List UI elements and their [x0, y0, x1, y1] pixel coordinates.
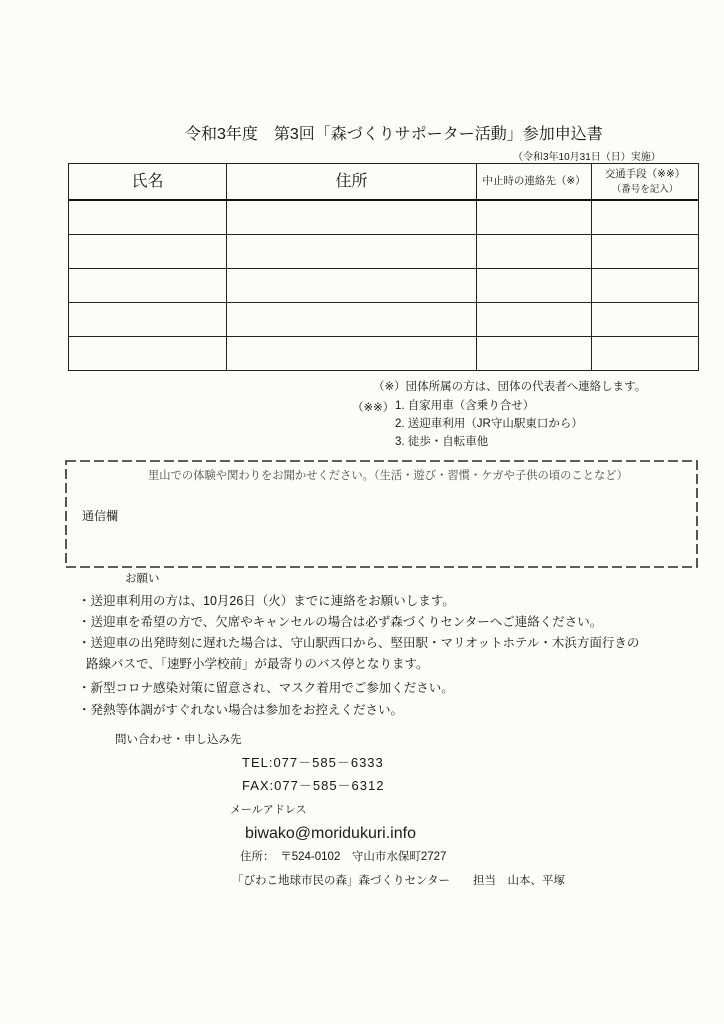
request-item: ・送迎車利用の方は、10月26日（火）までに連絡をお願いします。	[78, 594, 455, 608]
request-item: ・送迎車を希望の方で、欠席やキャンセルの場合は必ず森づくりセンターへご連絡ください。	[78, 615, 603, 629]
table-cell-address	[227, 235, 477, 269]
table-cell-transport	[592, 337, 699, 371]
table-body	[69, 200, 699, 371]
table-cell-transport	[592, 269, 699, 303]
comment-prompt: 里山での体験や関わりをお聞かせください。（生活・遊び・習慣・ケガや子供の頃のことなど）	[148, 470, 628, 482]
table-header-row	[69, 164, 699, 201]
header-transport-label: 交通手段（※※）	[604, 167, 686, 180]
table-cell-cancel-contact	[477, 269, 592, 303]
header-transport-hint: （番号を記入）	[611, 184, 679, 195]
document-title: 令和3年度 第3回「森づくりサポーター活動」参加申込書	[185, 126, 603, 143]
table-row	[69, 235, 699, 269]
table-cell-address	[227, 200, 477, 235]
table-cell-transport	[592, 235, 699, 269]
table-cell-name	[69, 269, 227, 303]
requests-heading: お願い	[125, 573, 160, 585]
contact-tel: TEL:077－585－6333	[242, 755, 384, 770]
contact-heading: 問い合わせ・申し込み先	[115, 734, 242, 746]
table-cell-name	[69, 337, 227, 371]
request-item: ・新型コロナ感染対策に留意され、マスク着用でご参加ください。	[78, 681, 454, 695]
table-row	[69, 269, 699, 303]
header-name: 氏名	[69, 164, 227, 201]
contact-email: biwako@moridukuri.info	[245, 825, 416, 842]
table-cell-address	[227, 337, 477, 371]
table-row	[69, 200, 699, 235]
table-cell-cancel-contact	[477, 303, 592, 337]
application-table	[68, 163, 699, 371]
transport-option: 2. 送迎車利用（JR守山駅東口から）	[395, 418, 583, 430]
table-row	[69, 303, 699, 337]
header-cancel-contact: 中止時の連絡先（※）	[477, 164, 592, 201]
table-cell-address	[227, 303, 477, 337]
request-item: ・発熱等体調がすぐれない場合は参加をお控えください。	[78, 703, 404, 717]
transport-options-mark: （※※）	[352, 402, 395, 414]
table-cell-cancel-contact	[477, 200, 592, 235]
table-cell-cancel-contact	[477, 337, 592, 371]
event-date-note: （令和3年10月31日（日）実施）	[513, 152, 661, 163]
comment-label: 通信欄	[82, 509, 119, 523]
transport-option: 1. 自家用車（含乗り合せ）	[395, 400, 535, 412]
table-row	[69, 337, 699, 371]
transport-option: 3. 徒歩・自転車他	[395, 436, 489, 448]
comment-box	[65, 460, 698, 568]
table-cell-name	[69, 200, 227, 235]
contact-address: 住所： 〒524-0102 守山市水保町2727	[240, 851, 447, 863]
table-cell-name	[69, 303, 227, 337]
table-header	[69, 164, 699, 201]
table-cell-cancel-contact	[477, 235, 592, 269]
request-item-continuation: 路線バスで、「速野小学校前」が最寄りのバス停となります。	[86, 657, 429, 671]
table-cell-transport	[592, 200, 699, 235]
table-cell-name	[69, 235, 227, 269]
table-cell-transport	[592, 303, 699, 337]
table-cell-address	[227, 269, 477, 303]
header-address: 住所	[227, 164, 477, 201]
contact-organization: 「びわこ地球市民の森」森づくりセンター 担当 山本、平塚	[232, 875, 566, 887]
request-item: ・送迎車の出発時刻に遅れた場合は、守山駅西口から、堅田駅・マリオットホテル・木浜方面行きの	[78, 636, 640, 650]
group-contact-note: （※）団体所属の方は、団体の代表者へ連絡します。	[373, 381, 647, 393]
header-transport	[592, 164, 699, 201]
contact-fax: FAX:077－585－6312	[242, 778, 385, 793]
contact-email-label: メールアドレス	[230, 804, 307, 816]
